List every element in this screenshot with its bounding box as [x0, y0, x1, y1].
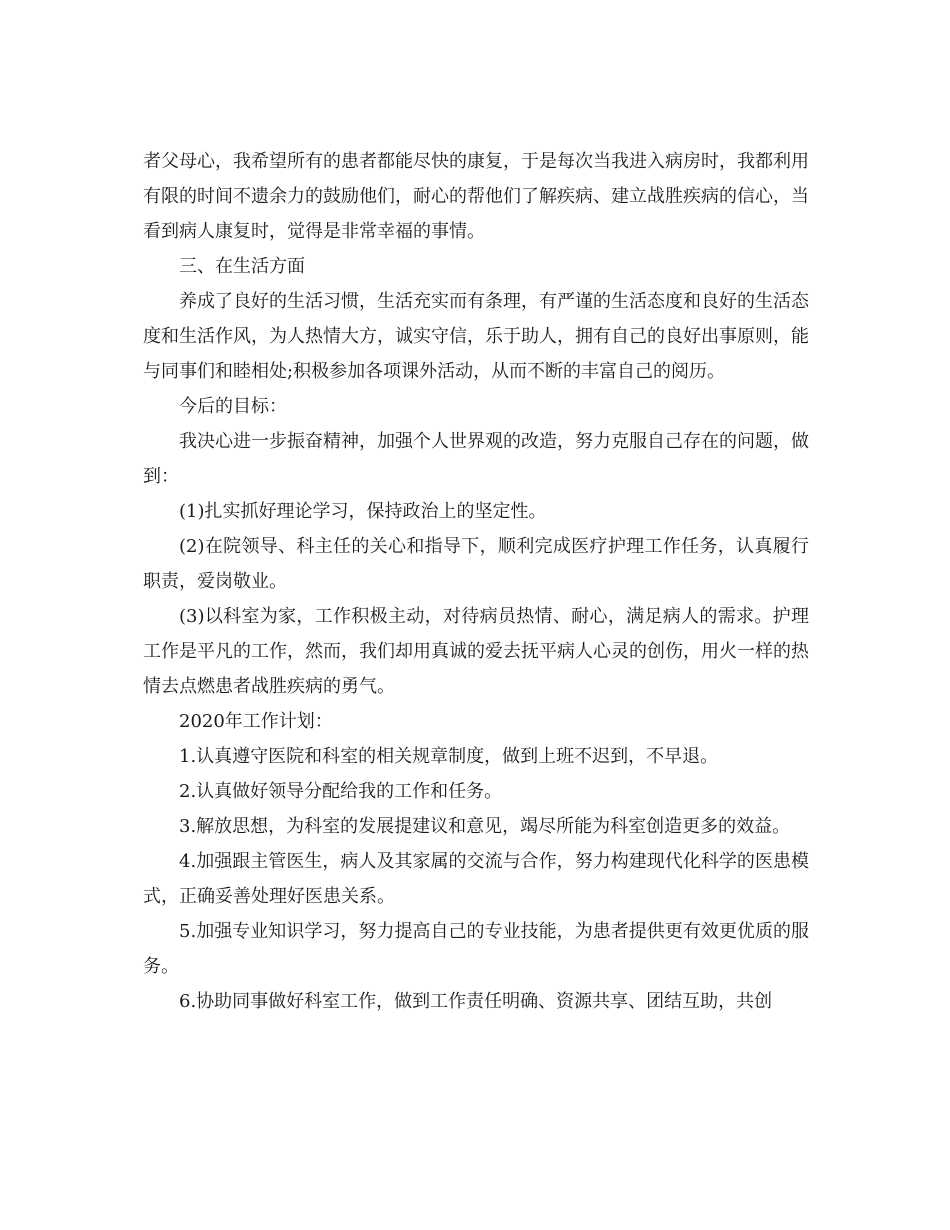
plan-item-5: 5.加强专业知识学习，努力提高自己的专业技能，为患者提供更有效更优质的服务。 [143, 921, 809, 977]
goal-item-2: (2)在院领导、科主任的关心和指导下，顺利完成医疗护理工作任务，认真履行职责，爱岗敬业。 [143, 536, 809, 592]
section-heading-work-plan: 2020年工作计划： [179, 711, 333, 732]
paragraph-intro-continuation: 者父母心，我希望所有的患者都能尽快的康复，于是每次当我进入病房时，我都利用有限的时间不遗余力的鼓励他们，耐心的帮他们了解疾病、建立战胜疾病的信心，当看到病人康复时，觉得是非常幸福的事情。 [143, 151, 809, 242]
plan-item-2: 2.认真做好领导分配给我的工作和任务。 [179, 781, 503, 802]
plan-item-1: 1.认真遵守医院和科室的相关规章制度，做到上班不迟到，不早退。 [179, 746, 719, 767]
plan-item-4: 4.加强跟主管医生，病人及其家属的交流与合作，努力构建现代化科学的医患模式，正确妥善处理好医患关系。 [143, 851, 809, 907]
section-heading-future-goals: 今后的目标： [179, 396, 287, 417]
plan-item-3: 3.解放思想，为科室的发展提建议和意见，竭尽所能为科室创造更多的效益。 [179, 816, 791, 837]
goal-item-1: (1)扎实抓好理论学习，保持政治上的坚定性。 [179, 501, 547, 522]
section-heading-life: 三、在生活方面 [179, 256, 305, 277]
plan-item-6: 6.协助同事做好科室工作，做到工作责任明确、资源共享、团结互助，共创 [179, 991, 773, 1012]
goal-item-3: (3)以科室为家，工作积极主动，对待病员热情、耐心，满足病人的需求。护理工作是平凡的工作，然而，我们却用真诚的爱去抚平病人心灵的创伤，用火一样的热情去点燃患者战胜疾病的勇气。 [143, 606, 809, 697]
paragraph-life-habits: 养成了良好的生活习惯，生活充实而有条理，有严谨的生活态度和良好的生活态度和生活作风，为人热情大方，诚实守信，乐于助人，拥有自己的良好出事原则，能与同事们和睦相处;积极参加各项课外活动，从而不断的丰富自己的阅历。 [143, 291, 809, 382]
paragraph-resolution: 我决心进一步振奋精神，加强个人世界观的改造，努力克服自己存在的问题，做到： [143, 431, 809, 487]
document-body [143, 144, 809, 1019]
